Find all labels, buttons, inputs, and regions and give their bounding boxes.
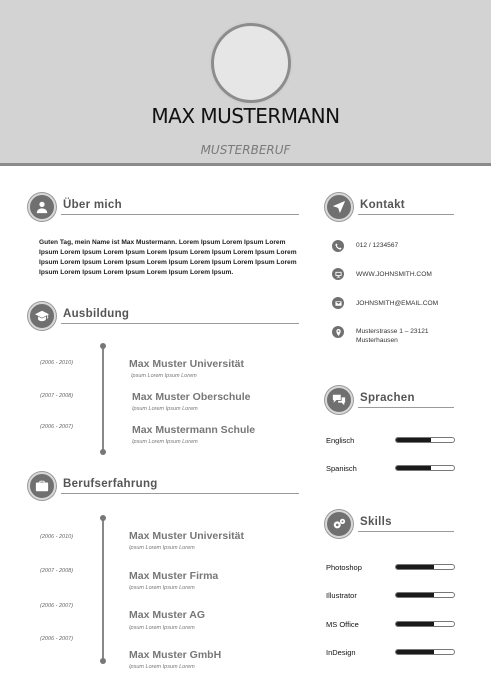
skill-level-bar: [395, 621, 455, 627]
user-icon: [28, 193, 56, 221]
section-title: Ausbildung: [63, 308, 130, 320]
section-title: Kontakt: [360, 199, 405, 211]
section-underline: [61, 493, 299, 494]
section-contact: [325, 193, 455, 223]
education-subtitle: Ipsum Lorem Ipsum Lorem: [131, 373, 197, 379]
section-title: Sprachen: [360, 392, 415, 404]
experience-title: Max Muster AG: [129, 609, 206, 621]
section-underline: [358, 407, 454, 408]
education-title: Max Muster Oberschule: [132, 391, 251, 403]
profession-title: MUSTERBERUF: [200, 143, 291, 157]
experience-date: (2006 - 2007): [40, 636, 74, 642]
section-education: [28, 302, 300, 332]
language-label: Spanisch: [326, 464, 357, 473]
map-pin-icon: [332, 326, 344, 338]
experience-subtitle: Ipsum Lorem Ipsum Lorem: [129, 545, 195, 551]
section-about: [28, 193, 300, 223]
language-level-bar: [395, 437, 455, 443]
speech-bubbles-icon: [325, 386, 353, 414]
skill-level-fill: [396, 565, 434, 569]
skill-label: InDesign: [326, 648, 356, 657]
skill-label: Illustrator: [326, 591, 357, 600]
language-level-fill: [396, 438, 431, 442]
timeline-dot: [100, 515, 106, 521]
skill-level-bar: [395, 592, 455, 598]
contact-website: WWW.JOHNSMITH.COM: [356, 271, 432, 278]
experience-date: (2006 - 2007): [40, 603, 74, 609]
education-subtitle: Ipsum Lorem Ipsum Lorem: [132, 439, 198, 445]
timeline-dot: [100, 658, 106, 664]
skill-level-fill: [396, 593, 434, 597]
section-underline: [61, 323, 299, 324]
contact-address-line2: Musterhausen: [356, 337, 398, 344]
skill-label: Photoshop: [326, 563, 362, 572]
header-divider: [0, 163, 491, 166]
about-text: Guten Tag, mein Name ist Max Mustermann. Lorem Ipsum Lorem Ipsum Lorem Ipsum Lorem Ipsum Lorem Ipsum Lorem Ipsum Lorem Ipsum Lorem Ipsum Lorem Ipsum Lorem Ipsum Lorem Ipsum Lorem Ipsum Lorem Ipsum Lorem Ipsum Lorem Ipsum Lorem Ipsum Lorem Ipsum Lorem Ipsum Lorem Ipsum.: [39, 239, 297, 276]
section-underline: [358, 531, 454, 532]
experience-subtitle: Ipsum Lorem Ipsum Lorem: [129, 664, 195, 670]
skill-level-fill: [396, 622, 434, 626]
skill-label: MS Office: [326, 620, 359, 629]
experience-subtitle: Ipsum Lorem Ipsum Lorem: [129, 585, 195, 591]
profile-photo-placeholder: [211, 23, 291, 103]
section-experience: [28, 472, 300, 502]
timeline-line: [102, 346, 104, 452]
language-level-fill: [396, 466, 431, 470]
education-title: Max Mustermann Schule: [132, 424, 256, 436]
experience-title: Max Muster Universität: [129, 530, 244, 542]
experience-title: Max Muster GmbH: [129, 649, 222, 661]
education-subtitle: Ipsum Lorem Ipsum Lorem: [132, 406, 198, 412]
section-title: Skills: [360, 516, 392, 528]
email-icon: [332, 297, 344, 309]
skill-level-fill: [396, 650, 434, 654]
contact-address-line1: Musterstrasse 1 – 23121: [356, 328, 429, 335]
briefcase-icon: [28, 472, 56, 500]
timeline-dot: [100, 343, 106, 349]
language-label: Englisch: [326, 436, 355, 445]
timeline-dot: [100, 449, 106, 455]
contact-email: JOHNSMITH@EMAIL.COM: [356, 300, 439, 307]
language-level-bar: [395, 465, 455, 471]
section-title: Berufserfahrung: [63, 478, 158, 490]
section-underline: [358, 214, 454, 215]
education-date: (2006 - 2007): [40, 424, 74, 430]
experience-subtitle: Ipsum Lorem Ipsum Lorem: [129, 625, 195, 631]
graduation-cap-icon: [28, 302, 56, 330]
gears-icon: [325, 510, 353, 538]
location-arrow-icon: [325, 193, 353, 221]
section-skills: [325, 510, 455, 540]
contact-phone: 012 / 1234567: [356, 242, 399, 249]
person-name: MAX MUSTERMANN: [151, 104, 340, 128]
section-title: Über mich: [63, 199, 122, 211]
experience-date: (2007 - 2008): [40, 568, 74, 574]
skill-level-bar: [395, 649, 455, 655]
section-languages: [325, 386, 455, 416]
education-date: (2007 - 2008): [40, 393, 74, 399]
experience-date: (2006 - 2010): [40, 534, 74, 540]
education-title: Max Muster Universität: [129, 358, 244, 370]
education-date: (2006 - 2010): [40, 360, 74, 366]
phone-icon: [332, 240, 344, 252]
monitor-icon: [332, 268, 344, 280]
timeline-line: [102, 518, 104, 662]
section-underline: [61, 214, 299, 215]
experience-title: Max Muster Firma: [129, 570, 219, 582]
skill-level-bar: [395, 564, 455, 570]
